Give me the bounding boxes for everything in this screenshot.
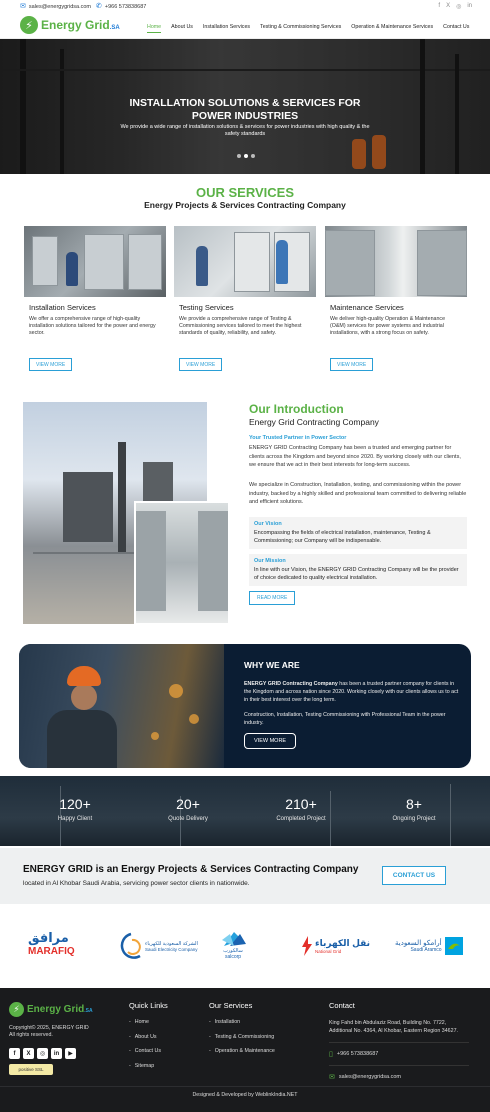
intro-tagline: Your Trusted Partner in Power Sector — [249, 435, 347, 441]
view-more-button[interactable]: VIEW MORE — [330, 358, 373, 371]
main-nav — [147, 24, 469, 33]
bolt-icon: ⚡ — [20, 16, 38, 34]
stat-number: 20+ — [176, 796, 200, 812]
service-card-installation — [24, 226, 166, 368]
logo-name: Energy Grid — [41, 18, 110, 32]
stat-ongoing-project — [369, 796, 459, 822]
top-email-text: sales@energygridsa.com — [28, 3, 92, 10]
maintenance-image — [325, 226, 467, 297]
ssl-badge: positive SSL — [9, 1064, 53, 1075]
top-bar — [0, 0, 490, 13]
mail-icon: ✉ — [20, 3, 26, 10]
mission-title: Our Mission — [254, 558, 286, 564]
intro-paragraph-1: ENERGY GRID Contracting Company has been a trusted and emerging partner for clients across the Kingdom and beyond since 2020. By working closely with our clients, we ensure that we act in their best interests for long-term success. — [249, 445, 461, 468]
marafiq-logo: مرافق MARAFIQ — [28, 930, 75, 957]
hero-subtitle: We provide a wide range of installation solutions & services for power industries with high quality & the safety standards — [120, 124, 370, 137]
hard-hat-icon — [67, 666, 101, 686]
why-view-more-button[interactable]: VIEW MORE — [244, 733, 296, 749]
card-title: Installation Services — [29, 303, 96, 312]
aramco-emblem-icon — [445, 937, 463, 955]
intro-subheading: Energy Grid Contracting Company — [249, 417, 379, 427]
installation-image — [24, 226, 166, 297]
service-card-testing — [174, 226, 316, 368]
address: King Fahd bin Abdulaziz Road, Building No. 7722, Additional No. 4364, Al Khobar, Eastern Region 34627. — [329, 1020, 458, 1034]
developer-credit[interactable]: Designed & Developed by WeblinkIndia.NET — [192, 1092, 298, 1098]
why-we-are-section — [19, 644, 471, 768]
mission-box — [249, 554, 467, 586]
linkedin-icon[interactable]: in — [467, 3, 472, 9]
services-subheading: Energy Projects & Services Contracting Company — [144, 200, 346, 210]
hero-title: INSTALLATION SOLUTIONS & SERVICES FOR POWER INDUSTRIES — [129, 97, 361, 122]
cta-banner — [0, 848, 490, 904]
x-twitter-icon[interactable]: X — [446, 3, 451, 9]
site-logo[interactable] — [20, 16, 120, 34]
card-desc: We provide a comprehensive range of Testing & Commissioning services tailored to meet the highest standards of quality, reliability, and safety. — [179, 316, 302, 336]
stat-label: Ongoing Project — [392, 816, 436, 822]
nav-testing[interactable]: Testing & Commissioning Services — [260, 24, 342, 30]
stat-quote-delivery — [143, 796, 233, 822]
services-title: Our Services — [209, 1001, 253, 1010]
footer-contact — [329, 1001, 469, 1081]
vision-title: Our Vision — [254, 521, 282, 527]
national-grid-logo: نقل الكهرباء National Grid — [302, 930, 370, 962]
why-heading: WHY WE ARE — [244, 660, 300, 670]
copyright: Copyright© 2025, ENERGY GRID All rights reserved. — [9, 1025, 89, 1038]
switchgear-room-image — [134, 501, 230, 625]
why-paragraph-2: Construction, Installation, Testing Commissioning with Professional Team in the power industry. — [244, 712, 446, 726]
service-card-maintenance — [325, 226, 467, 368]
stat-completed-project — [256, 796, 346, 822]
footer-link-home[interactable]: - Home — [129, 1019, 168, 1025]
card-desc: We deliver high-quality Operation & Maintenance (O&M) services for power systems and industrial installations, with a strong focus on safety. — [330, 316, 446, 336]
site-footer — [0, 988, 490, 1112]
client-logos — [0, 908, 490, 988]
card-title: Maintenance Services — [330, 303, 404, 312]
salcorp-emblem-icon — [220, 930, 246, 948]
nav-about[interactable]: About Us — [171, 24, 193, 30]
intro-heading: Our Introduction — [249, 402, 344, 416]
stat-number: 210+ — [285, 796, 317, 812]
sec-logo: الشركة السعودية للكهرباء Saudi Electricity Company — [120, 930, 198, 962]
contact-title: Contact — [329, 1001, 355, 1010]
vision-text: Encompassing the fields of electrical installation, maintenance, Testing & Commissioning; our Company will be indispensable. — [254, 530, 431, 544]
stat-number: 120+ — [59, 796, 91, 812]
top-phone-link[interactable] — [96, 3, 146, 10]
footer-logo[interactable]: ⚡ Energy Grid.SA — [9, 1002, 93, 1017]
footer-link-contact[interactable]: - Contact Us — [129, 1048, 168, 1054]
hero-slider[interactable] — [0, 39, 490, 174]
nav-contact[interactable]: Contact Us — [443, 24, 470, 30]
mail-icon: ✉ — [329, 1074, 335, 1081]
contact-us-button[interactable]: CONTACT US — [382, 866, 446, 885]
footer-link-sitemap[interactable]: - Sitemap — [129, 1063, 168, 1069]
site-header — [0, 13, 490, 39]
nav-home[interactable]: Home — [147, 24, 161, 33]
x-twitter-icon[interactable]: X — [23, 1048, 34, 1059]
stat-number: 8+ — [406, 796, 422, 812]
stat-happy-client — [30, 796, 120, 822]
logo-suffix: .SA — [109, 25, 120, 31]
footer-link-about[interactable]: - About Us — [129, 1034, 168, 1040]
phone-icon: ✆ — [96, 3, 102, 10]
footer-link-testing[interactable]: - Testing & Commissioning — [209, 1034, 275, 1040]
slider-dots — [237, 154, 255, 158]
footer-quick-links — [129, 1001, 168, 1077]
card-title: Testing Services — [179, 303, 234, 312]
view-more-button[interactable]: VIEW MORE — [29, 358, 72, 371]
quick-links-title: Quick Links — [129, 1001, 168, 1010]
lightning-emblem-icon — [302, 936, 312, 956]
nav-operation[interactable]: Operation & Maintenance Services — [351, 24, 434, 30]
bolt-icon: ⚡ — [9, 1002, 24, 1017]
card-desc: We offer a comprehensive range of high-quality installation solutions tailored for the power and energy sector. — [29, 316, 156, 336]
services-heading: OUR SERVICES — [195, 185, 294, 200]
intro-paragraph-2: We specialize in Construction, Installation, testing, and commissioning within the power industry, backed by a highly skilled and professional team committed to delivering reliable and efficient solutions. — [249, 482, 467, 505]
cta-heading: ENERGY GRID is an Energy Projects & Services Contracting Company — [23, 864, 359, 875]
read-more-button[interactable]: READ MORE — [249, 591, 295, 605]
top-email-link[interactable] — [20, 3, 91, 10]
footer-services — [209, 1001, 275, 1063]
nav-installation[interactable]: Installation Services — [202, 24, 251, 30]
vision-box — [249, 517, 467, 549]
footer-phone[interactable]: ▯ +966 573838687 — [329, 1042, 469, 1058]
footer-link-installation[interactable]: - Installation — [209, 1019, 275, 1025]
stat-label: Happy Client — [57, 816, 93, 822]
salcorp-logo: سالكورب salcorp — [220, 930, 246, 962]
mission-text: In line with our Vision, the ENERGY GRID Contracting Company will be the provider of choice dedicated to quality electrical installation. — [254, 567, 459, 581]
cta-subtext: located in Al Khobar Saudi Arabia, servicing power sector clients in nationwide. — [23, 880, 250, 887]
top-social-links — [438, 3, 472, 10]
linkedin-icon[interactable]: in — [51, 1048, 62, 1059]
testing-image — [174, 226, 316, 297]
stat-label: Completed Project — [276, 816, 326, 822]
slider-dot-active[interactable] — [244, 154, 248, 158]
footer-social-links — [9, 1048, 76, 1059]
facebook-icon[interactable]: f — [9, 1048, 20, 1059]
instagram-icon[interactable]: ◎ — [37, 1048, 48, 1059]
phone-icon: ▯ — [329, 1051, 333, 1058]
view-more-button[interactable]: VIEW MORE — [179, 358, 222, 371]
engineer-image — [19, 644, 224, 768]
youtube-icon[interactable]: ▶ — [65, 1048, 76, 1059]
saudi-aramco-logo: أرامكو السعودية Saudi Aramco — [395, 930, 463, 962]
slider-dot[interactable] — [237, 154, 241, 158]
facebook-icon[interactable]: f — [438, 3, 441, 9]
instagram-icon[interactable]: ◎ — [456, 4, 462, 10]
top-phone-text: +966 573838687 — [104, 3, 147, 10]
footer-link-operation[interactable]: - Operation & Maintenance — [209, 1048, 275, 1054]
why-paragraph-1: ENERGY GRID Contracting Company has been a trusted partner company for clients in the Kingdom and across nation since 2020. Working closely with our clients allows us to act in their best interest over the long term. — [244, 681, 459, 703]
slider-dot[interactable] — [251, 154, 255, 158]
stat-label: Quote Delivery — [168, 816, 208, 822]
footer-email[interactable]: ✉ sales@energygridsa.com — [329, 1065, 469, 1081]
stats-section — [0, 776, 490, 846]
sec-emblem-icon — [120, 932, 142, 960]
